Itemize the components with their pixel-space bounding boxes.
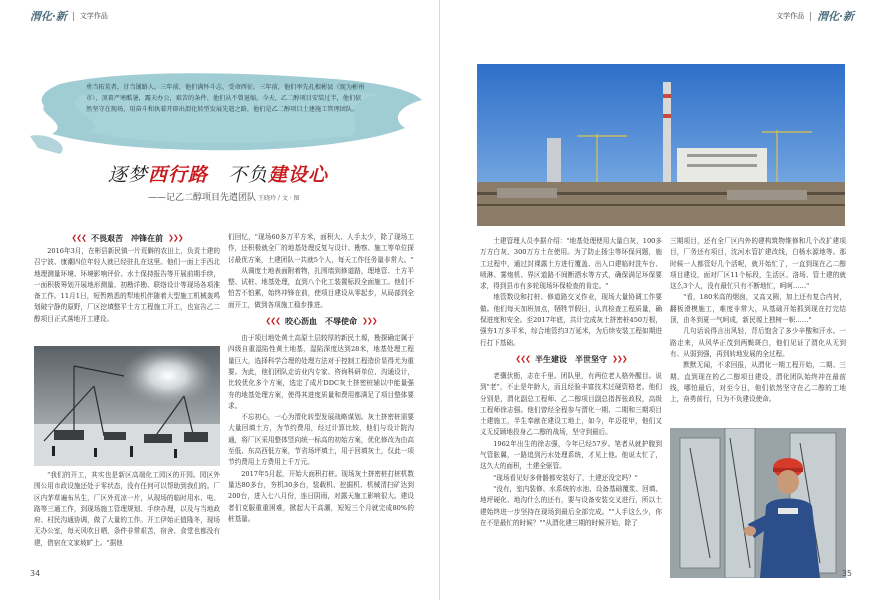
- paragraph: 从调度土地表面附着物，扎围墙到修道路，理地管、土方平整、试桩、地基处理，直到八个化工装置标段全面施工。他们不怕苦不怕累，始终冲锋在前，使项目建设从零起步，从局部到全面开工，做到各项施工稳步推进。: [228, 266, 414, 309]
- left-header: [30, 8, 108, 24]
- header-divider: [73, 12, 74, 21]
- left-page-second-column: [228, 232, 414, 572]
- paragraph: 由于项目地处黄土高原土层较厚的新民土塬，勘探确定属于四级自重湿陷性黄土地基，湿陷深度达到28米，地基处理工程量巨大，选择科学合理的处理方法对于控制工程造价显得尤为重要。为此，他们团队走访业内专家、咨询科研单位、沟通设计，比较优化多个方案，选定了成片DDC灰土挤密桩辅以中能量强夯的地基处理方案，使得其进度质量和费用都满足了项目整体要求。: [228, 334, 414, 410]
- article-title: [108, 160, 328, 187]
- paragraph: "看，180米高的烟囱，又高又圆，加上还有复合内衬，翻板滑模施工，难度非常大，从基础开始抓到现在打完结顶，由冬到夏一气呵成，新民塬上独树一帜……": [670, 293, 846, 325]
- title-part-3: 不负: [208, 164, 269, 186]
- paragraph: 地管数设和打桩、修道路交叉作业，现场大量协调工作要做。他们每天加班加点，牺牲节假日，认真检查工程质量，确保进度和安全。至2017年底，共计完成灰土挤密桩450万根，强夯1万多平米，综合地管约3万延米，为后续安装工程如期进行打下基础。: [480, 293, 662, 347]
- paragraph: 默默无闻，不求回报，从渭化一期工程开始，二期、三期、直到现在的乙二醇项目建设，渭化团队始终冲在最前线，哪怕最后，对至今日，他们依然坚守在乙二醇的工地上，奋勇前行，只为不负建设使命。: [670, 361, 846, 404]
- header-divider: [810, 12, 811, 21]
- chevron-left-icon: ❮❮❮: [265, 317, 280, 326]
- section-label: 文学作品: [79, 12, 108, 20]
- section-heading-2: ❮❮❮ 咬心沥血 不辱使命 ❯❯❯: [265, 317, 377, 327]
- construction-site-photo: [34, 346, 220, 466]
- right-page-first-column: [480, 236, 662, 572]
- magazine-logo: 渭化·新: [817, 10, 854, 23]
- left-column-bottom: [34, 470, 220, 570]
- power-plant-photo: [477, 64, 845, 226]
- worker-photo: [670, 428, 846, 578]
- paragraph: 1962年出生的徐志强，今年已经57岁。笔者从就护腹到气管胀翼，一路追到污水处理系统，才见上他。他说太忙了，这久大的面积，土建全驱管。: [480, 439, 662, 471]
- paragraph: 2017年5月起，开始大面积打桩。现场灰土挤密桩打桩机数量达80多台，夯机30多台，装载机、挖掘机、机械清扫矿达到200台，进入七八月份，连日阴雨，对露天施工影响很大。建设者们克服重重困难，掀起大干高潮，短短三个月就完成80%的桩基量。: [228, 469, 414, 523]
- paragraph: 们回忆，"现场60多万平方米，面积大、人手太少，除了现场工作，还积极就全厂的地基处理反复与设计、勘察、施工等单位探讨最优方案，土建团队一共就5个人，每天工作任务量非常大。": [228, 233, 414, 264]
- paragraph: "现场看见好多骨骼都安装好了，土建还没完吗？": [493, 473, 638, 482]
- intro-paragraph: 勇当拓荒者，甘当铺路人。三年前，他们满怀斗志，受命西征。三年前，他们率先扎根彬县（现为彬州市），顶着严寒酷暑，露天办公，艰苦的条件、他们从不曾退缩。今天，乙二醇项目安装过半，他们依然坚守在现场，用奋斗和执着开辟出渭化转型发展先遣之路，他们是乙二醇项目土建施工管理团队。: [86, 84, 365, 113]
- left-column-top: [34, 232, 220, 342]
- article-byline: 王晓玲 / 文 · 图: [258, 195, 300, 202]
- right-page: [439, 0, 878, 600]
- title-part-4: 建设心: [268, 164, 329, 186]
- right-page-second-column: [670, 236, 846, 422]
- magazine-logo: 渭化·新: [30, 10, 67, 23]
- chevron-left-icon: ❮❮❮: [515, 355, 530, 364]
- chevron-left-icon: ❮❮❮: [71, 234, 86, 243]
- article-subtitle: ——记乙二醇项目先遣团队: [148, 193, 257, 203]
- paragraph: 几句话说得言出风轻，背后饱含了多少辛酸和汗水。一路走来，从风华正茂到两鬓斑白，他们见证了渭化从无到有、从弱到强，再到转地发展的全过程。: [670, 327, 846, 358]
- title-part-2: 西行路: [148, 164, 209, 186]
- chevron-right-icon: ❯❯❯: [168, 234, 183, 243]
- section-label: 文学作品: [776, 12, 805, 20]
- title-part-1: 逐梦: [108, 164, 149, 186]
- chevron-right-icon: ❯❯❯: [362, 317, 377, 326]
- paragraph: 2016年3月，在彬县新民镇一片荒僻的农田上，负责土建的召宁波、康潮四位年轻人就已经驻扎在这里。他们一面上手西北地理测量环境、环境影响评价、水土保持报告等开展前期手续，一面积极筹划开展地形测量、初勘详勘、联络设计等现场各项准备工作。11月1日，短暂熟悉的犁地机伴随着大型施工机械轰鸣划破宁静的原野，厂区挖填整平土方工程施工开工，也宣告乙二醇项目正式落地开工建设。: [34, 247, 220, 323]
- section-heading-3: ❮❮❮ 半生建设 半世坚守 ❯❯❯: [515, 355, 627, 365]
- paragraph: 不忘初心，一心为渭化转型发展战略谋划。灰土挤密桩需要大量回填土方，为节约费用，经过计算比较，他们与设计院沟通，将厂区采用整体竖向统一标高的初始方案，优化修改为由高至低、东高西低方案，节省场坪填土，用于回填灰土，仅此一项节约费用上方费用上千万元。: [228, 413, 414, 467]
- paragraph: "我们的开工，其实也是新区高端化工园区的开园。园区外围公用市政设施还处于零状态，没有任何可以帮助到我们的。厂区内茅草遍布丛生，厂区外荒凉一片，从现场的临时用水、电、路等三通工作，到现场施工管理规划、手续办理，以及与当地政府、村民沟通协调，做了大量的工作。开工伊始正值隆冬，现场无办公室，每天风吹日晒，条件非常艰苦，宿舍、食堂也都没有建，借宿在文家坡旷上。"据他: [34, 471, 220, 547]
- paragraph: "没有，室内装修、水系统的水池、设备基础覆浆、回填、地坪硬化、地沟什么的还有，要与设备安装交叉进行，所以土建始终进一步坚持在现场到最后全部完成。""人手这么少，你在不是最忙的时候？""从渭化建三期的时候开始，除了: [480, 484, 662, 527]
- paragraph: 三期项目，还有全厂区内外的建构筑物维修和几个改扩建项目，厂务还有项目，沈河水管扩建改线，白杨水源地等。那时候一人都管好几个活呢，就开始忙了，一直到现在乙二醇项目建设，面对厂区11个标段，生活区、洛场、管土建的就这么3个人，没有最忙只有不断地忙，呵呵……": [670, 237, 846, 291]
- paragraph: 土建管理人员李据介绍："地基处理使用大量白灰，100多万方白灰、300万方土在使用。为了防止扬尘等环保问题，施工过程中，通过封裸露土方进行覆盖、出入口建临时洗车台、喷淋、雾炮机、界区道路不间断洒水等方式，确保满足环保要求，得到县市有多轮现场环保检查的肯定。": [480, 237, 662, 291]
- paragraph: 老骥伏枥，志在千里。团队里，有两位老人格外醒目。说到"老"，不止是年龄大，而且经验丰富技术过硬资格老。他们分别是，渭化副总工程师、乙二醇项目副总指挥张政权，高级工程师徐志强。他们曾经全程参与渭化一期、二期和三期项目土建施工，半生奉献在建设工地上，如今，年迈花甲，他们又义无反顾地投身乙二醇的战场，坚守到最后。: [480, 371, 662, 437]
- section-heading-1: ❮❮❮ 不畏艰苦 冲锋在前 ❯❯❯: [71, 234, 183, 244]
- right-header: [776, 8, 854, 24]
- page-number-right: 35: [841, 569, 852, 578]
- page-number-left: 34: [30, 569, 41, 578]
- chevron-right-icon: ❯❯❯: [612, 355, 627, 364]
